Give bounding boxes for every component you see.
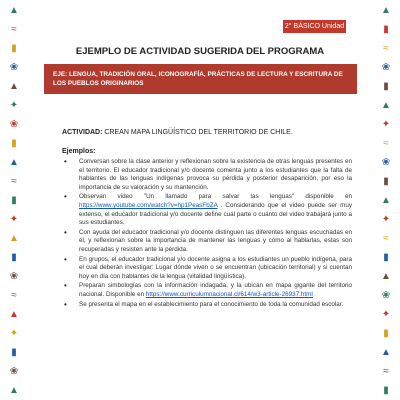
serpent-icon: ≈: [383, 43, 389, 54]
activity-line: [62, 129, 362, 136]
serpent-icon: ≈: [383, 366, 389, 377]
list-item: [62, 193, 352, 227]
figure-icon: ▮: [383, 81, 389, 92]
list-item: [62, 282, 352, 299]
eje-text: EJE: LENGUA, TRADICIÓN ORAL, ICONOGRAFÍA, PRÁCTICAS DE LECTURA Y ESCRITURA DE LOS PUEBLOS ORIGINARIOS: [53, 71, 343, 87]
figure-icon: ▮: [11, 43, 17, 54]
feather-icon: ❀: [9, 366, 19, 377]
examples-heading: Ejemplos:: [62, 148, 96, 155]
figure-icon: ▮: [383, 252, 389, 263]
dancer-icon: ✦: [9, 214, 19, 225]
feather-icon: ❀: [381, 157, 391, 168]
list-item: [62, 301, 352, 310]
figure-icon: ▮: [383, 385, 389, 396]
bird-icon: ▲: [9, 81, 19, 92]
figure-icon: ▮: [11, 347, 17, 358]
figure-icon: ▮: [383, 176, 389, 187]
page-title: EJEMPLO DE ACTIVIDAD SUGERIDA DEL PROGRAMA: [75, 46, 325, 57]
bird-icon: ▲: [381, 195, 391, 206]
dancer-icon: ✦: [381, 119, 391, 130]
example-text: . Considerando que el video puede ser muy extenso, el educador tradicional y/o docente define cuál parte o cuánto del video trabajará junto a sus estudiantes.: [79, 201, 352, 227]
grade-badge: [283, 20, 346, 43]
example-text: Preparan simbologías con la información indagada, y la ubican en mapa gigante del territorio nacional. Disponible en: [79, 282, 352, 298]
list-item: [62, 158, 352, 192]
dancer-icon: ✦: [9, 100, 19, 111]
list-item: [62, 229, 352, 255]
serpent-icon: ≈: [383, 233, 389, 244]
list-item: [62, 256, 352, 282]
feather-icon: ❀: [381, 290, 391, 301]
examples-list: [62, 158, 352, 310]
left-decorative-border: [3, 6, 25, 396]
serpent-icon: ≈: [11, 24, 17, 35]
bird-icon: ▲: [9, 385, 19, 396]
example-text: Con ayuda del educador tradicional y/o docente distinguen las diferentes lenguas escuchadas en él, y reflexionan sobre la importancia de mantener las lenguas y cómo al hablarlas, estas son recuperadas y resisten ante la pérdida.: [79, 228, 352, 253]
example-text: Conversan sobre la clase anterior y reflexionan sobre la existencia de otras lenguas presentes en el territorio. El educador tradicional y/o docente comenta junto a los estudiantes que la falta de hablantes de las lenguas indígenas provoca su pérdida y posterior desaparición, por eso la importancia de su valoración y su mantención.: [79, 158, 352, 191]
feather-icon: ❀: [9, 271, 19, 282]
serpent-icon: ≈: [383, 138, 389, 149]
bird-icon: ▲: [381, 5, 391, 16]
bird-icon: ▲: [9, 233, 19, 244]
dancer-icon: ✦: [381, 214, 391, 225]
bird-icon: ▲: [9, 309, 19, 320]
figure-icon: ▮: [11, 138, 17, 149]
feather-icon: ❀: [9, 62, 19, 73]
example-text: Se presenta el mapa en el establecimiento para el conocimiento de toda la comunidad escolar.: [79, 300, 344, 308]
feather-icon: ❀: [9, 119, 19, 130]
bird-icon: ▲: [381, 271, 391, 282]
dancer-icon: ✦: [381, 309, 391, 320]
figure-icon: ▮: [383, 328, 389, 339]
example-text: Observan video "Un llamado para salvar las lenguas" disponible en: [79, 193, 352, 201]
figure-icon: ▮: [11, 195, 17, 206]
bird-icon: ▲: [381, 100, 391, 111]
serpent-icon: ≈: [11, 290, 17, 301]
figure-icon: ▮: [383, 24, 389, 35]
grade-badge-label: 2° BÁSICO Unidad 2: [284, 23, 345, 43]
figure-icon: ▮: [11, 252, 17, 263]
activity-title: CREAN MAPA LINGÜÍSTICO DEL TERRITORIO DE CHILE.: [102, 129, 293, 136]
serpent-icon: ≈: [11, 176, 17, 187]
bird-icon: ▲: [9, 157, 19, 168]
bird-icon: ▲: [9, 5, 19, 16]
feather-icon: ❀: [381, 62, 391, 73]
right-decorative-border: [375, 6, 397, 396]
curriculum-map-link[interactable]: https://www.curriculumnacional.cl/614/w3-article-26937.html: [145, 290, 313, 298]
example-text: En grupos, el educador tradicional y/o docente asigna a los estudiantes un pueblo indígena, para el cual deberán investigar: Lugar dónde viven o se encuentran (ubicación territorial) y si cuentan hoy en día con hablantes de la lengua (vitalidad lingüística).: [79, 255, 352, 280]
bird-icon: ▲: [381, 347, 391, 358]
youtube-video-link[interactable]: https://www.youtube.com/watch?v=hp1PeasFbZA: [79, 201, 218, 209]
activity-label: ACTIVIDAD:: [62, 129, 103, 136]
dancer-icon: ✦: [9, 328, 19, 339]
eje-banner: [44, 64, 357, 94]
